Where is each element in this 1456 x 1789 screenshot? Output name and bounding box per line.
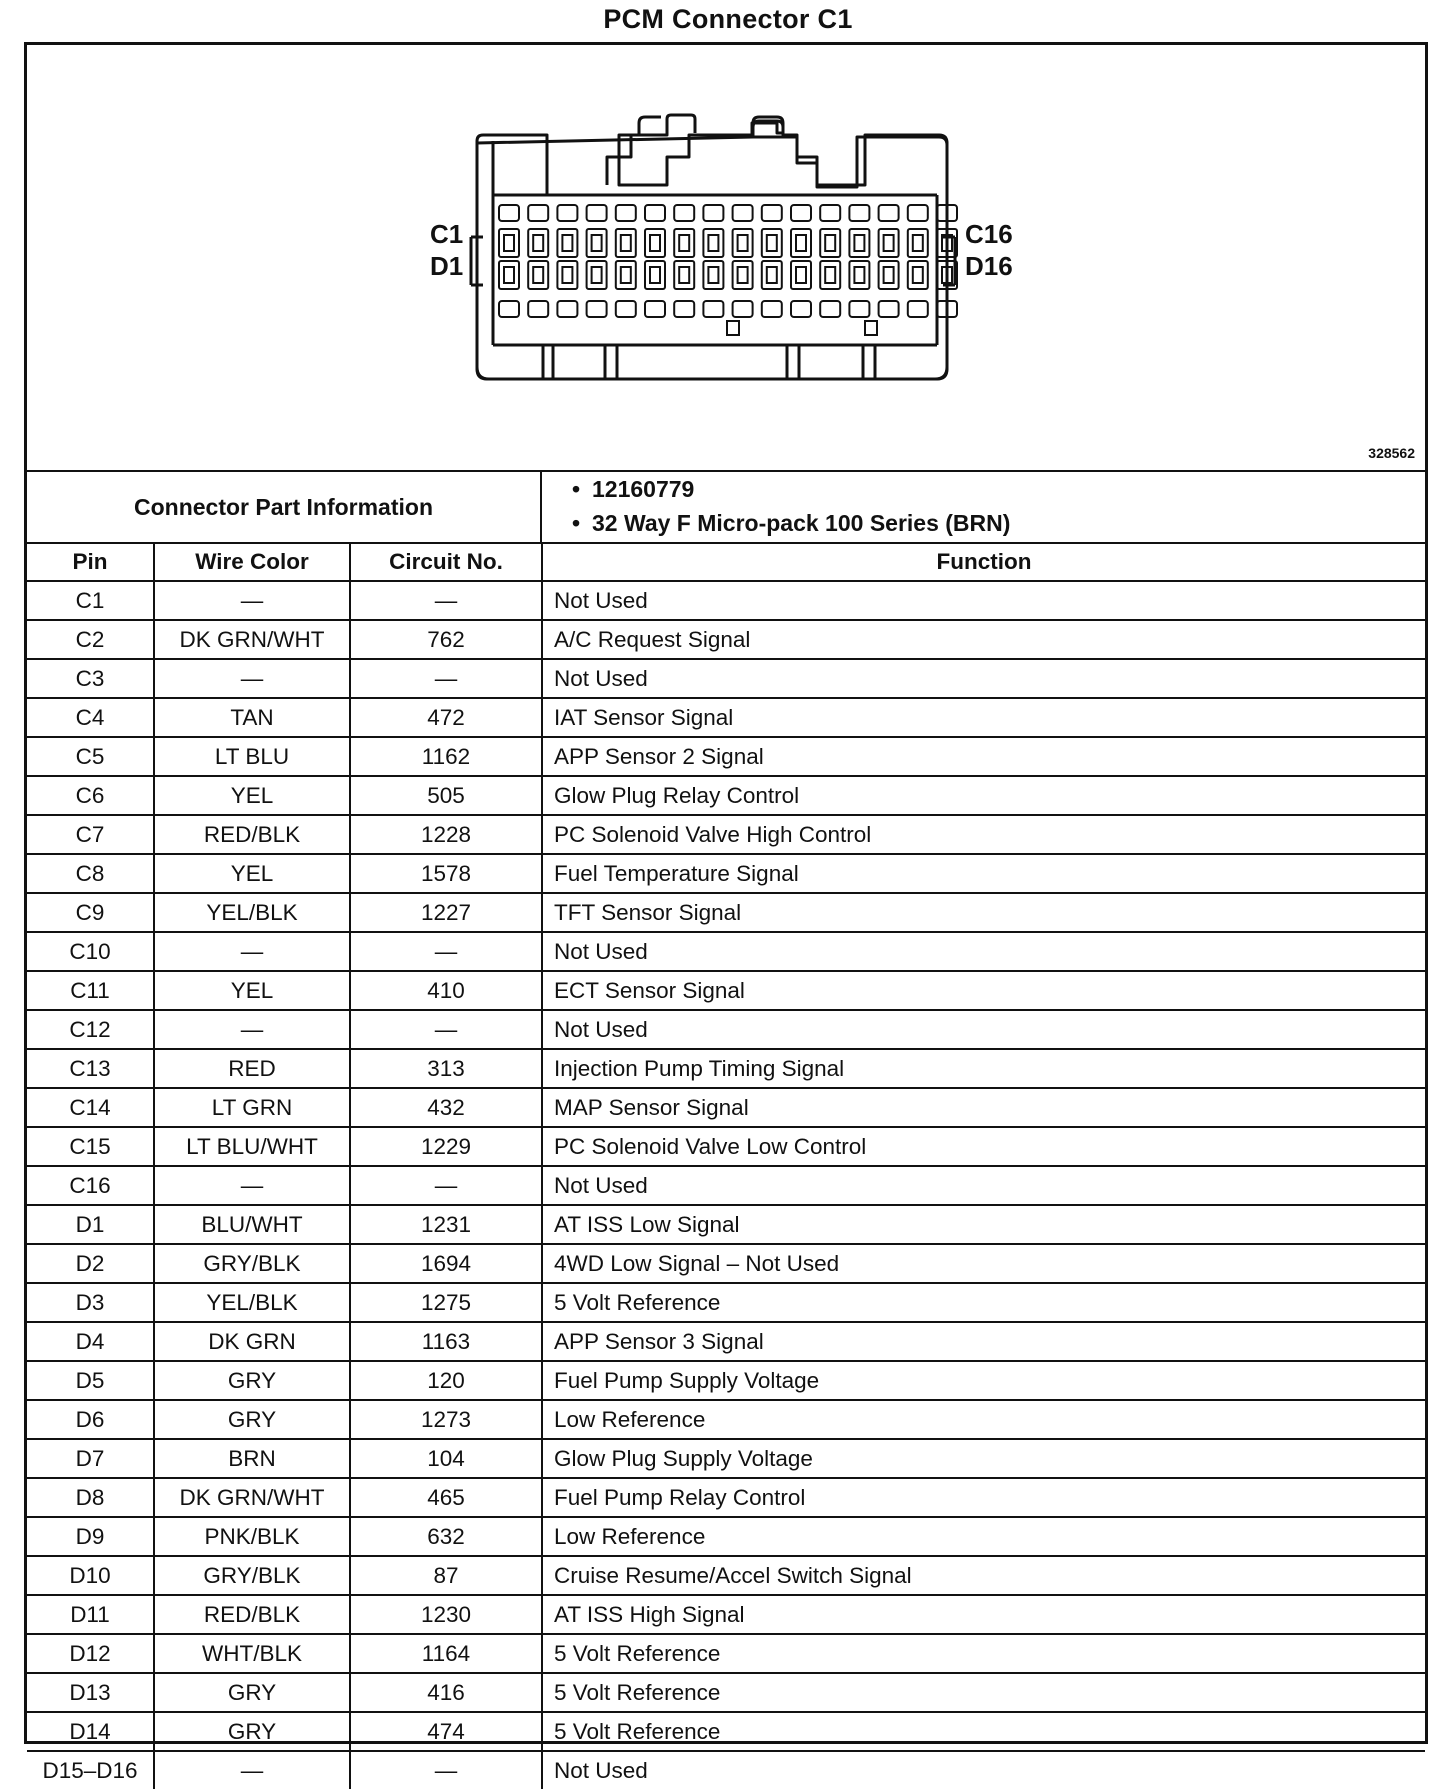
wire-color-cell: GRY/BLK: [154, 1244, 350, 1283]
function-cell: Not Used: [542, 659, 1425, 698]
function-cell: A/C Request Signal: [542, 620, 1425, 659]
circuit-cell: —: [350, 659, 542, 698]
terminal-latch: [762, 205, 782, 221]
connector-diagram: [27, 45, 1425, 472]
page-title: PCM Connector C1: [603, 4, 853, 34]
circuit-cell: 1231: [350, 1205, 542, 1244]
terminal-latch: [674, 301, 694, 317]
function-cell: 5 Volt Reference: [542, 1634, 1425, 1673]
table-row: [27, 1205, 1425, 1244]
wire-color-cell: BLU/WHT: [154, 1205, 350, 1244]
pin-cell: D3: [27, 1283, 154, 1322]
circuit-cell: 120: [350, 1361, 542, 1400]
circuit-cell: 1230: [350, 1595, 542, 1634]
pin-cavity-inner: [854, 235, 864, 251]
pin-cavity: [674, 261, 694, 289]
terminal-latch: [557, 205, 577, 221]
circuit-cell: 432: [350, 1088, 542, 1127]
pin-cavity-inner: [621, 267, 631, 283]
pin-cavity: [791, 261, 811, 289]
function-cell: 5 Volt Reference: [542, 1712, 1425, 1751]
circuit-cell: 505: [350, 776, 542, 815]
figure-id: 328562: [1368, 445, 1415, 461]
pin-cell: C16: [27, 1166, 154, 1205]
circuit-cell: 762: [350, 620, 542, 659]
wire-color-cell: —: [154, 1751, 350, 1789]
circuit-cell: —: [350, 1010, 542, 1049]
circuit-cell: 313: [350, 1049, 542, 1088]
pin-cavity: [499, 229, 519, 257]
pinout-table: [27, 544, 1425, 1789]
table-row: [27, 776, 1425, 815]
circuit-cell: 1227: [350, 893, 542, 932]
circuit-cell: 104: [350, 1439, 542, 1478]
table-row: [27, 1595, 1425, 1634]
wire-color-cell: GRY: [154, 1400, 350, 1439]
terminal-latch: [616, 301, 636, 317]
pin-cell: D9: [27, 1517, 154, 1556]
pin-cavity: [791, 229, 811, 257]
pin-cavity-inner: [738, 267, 748, 283]
pin-cavity-inner: [562, 235, 572, 251]
pin-cavity-inner: [650, 267, 660, 283]
pin-cell: D5: [27, 1361, 154, 1400]
function-cell: Not Used: [542, 1010, 1425, 1049]
pin-cell: C6: [27, 776, 154, 815]
key-notch: [727, 321, 739, 335]
terminal-latch: [616, 205, 636, 221]
pin-cell: D4: [27, 1322, 154, 1361]
pin-cell: C3: [27, 659, 154, 698]
terminal-latch: [849, 205, 869, 221]
circuit-cell: 632: [350, 1517, 542, 1556]
label-d16: D16: [965, 251, 1013, 281]
pin-cell: C13: [27, 1049, 154, 1088]
pin-cavity: [587, 229, 607, 257]
table-row: [27, 1361, 1425, 1400]
table-row: [27, 815, 1425, 854]
pin-cavity: [733, 261, 753, 289]
terminal-latch: [908, 301, 928, 317]
table-row: [27, 1634, 1425, 1673]
pin-cavity-inner: [533, 235, 543, 251]
pin-cavity: [820, 229, 840, 257]
pin-cell: D8: [27, 1478, 154, 1517]
part-description: • 32 Way F Micro-pack 100 Series (BRN): [572, 510, 1011, 536]
pin-cell: C1: [27, 581, 154, 620]
function-cell: Cruise Resume/Accel Switch Signal: [542, 1556, 1425, 1595]
wire-color-cell: LT GRN: [154, 1088, 350, 1127]
terminal-latch: [587, 205, 607, 221]
circuit-cell: 1163: [350, 1322, 542, 1361]
table-row: [27, 932, 1425, 971]
terminal-latch: [791, 205, 811, 221]
function-cell: Not Used: [542, 1751, 1425, 1789]
circuit-cell: 1162: [350, 737, 542, 776]
pin-cell: D10: [27, 1556, 154, 1595]
pin-cavity: [645, 229, 665, 257]
connector-part-info: [27, 472, 1425, 544]
wire-color-cell: —: [154, 1010, 350, 1049]
function-cell: IAT Sensor Signal: [542, 698, 1425, 737]
pin-cavity: [645, 261, 665, 289]
pin-cavity-inner: [679, 267, 689, 283]
circuit-cell: 1273: [350, 1400, 542, 1439]
function-cell: Low Reference: [542, 1400, 1425, 1439]
terminal-latch: [645, 205, 665, 221]
function-cell: Not Used: [542, 932, 1425, 971]
wire-color-cell: GRY: [154, 1712, 350, 1751]
terminal-latch: [499, 205, 519, 221]
wire-color-cell: DK GRN/WHT: [154, 1478, 350, 1517]
pin-cavity: [762, 261, 782, 289]
terminal-latch: [645, 301, 665, 317]
function-cell: 5 Volt Reference: [542, 1673, 1425, 1712]
function-cell: APP Sensor 3 Signal: [542, 1322, 1425, 1361]
pin-cell: C15: [27, 1127, 154, 1166]
pin-cavity-inner: [825, 235, 835, 251]
bullet: •: [572, 476, 581, 502]
table-row: [27, 1088, 1425, 1127]
label-c1: C1: [430, 219, 464, 249]
function-cell: TFT Sensor Signal: [542, 893, 1425, 932]
function-cell: Fuel Pump Relay Control: [542, 1478, 1425, 1517]
pin-cavity-inner: [796, 267, 806, 283]
pin-cell: C11: [27, 971, 154, 1010]
function-cell: Not Used: [542, 1166, 1425, 1205]
function-cell: APP Sensor 2 Signal: [542, 737, 1425, 776]
pin-cell: C4: [27, 698, 154, 737]
circuit-cell: 410: [350, 971, 542, 1010]
circuit-cell: 472: [350, 698, 542, 737]
function-cell: PC Solenoid Valve Low Control: [542, 1127, 1425, 1166]
pin-cavity: [674, 229, 694, 257]
header-wire-color: Wire Color: [154, 544, 350, 581]
bullet: •: [572, 510, 581, 536]
terminal-latch: [557, 301, 577, 317]
pin-cavity: [733, 229, 753, 257]
header-function: Function: [542, 544, 1425, 581]
function-cell: Fuel Pump Supply Voltage: [542, 1361, 1425, 1400]
label-c16: C16: [965, 219, 1013, 249]
wire-color-cell: RED/BLK: [154, 815, 350, 854]
pin-cavity-inner: [650, 235, 660, 251]
wire-color-cell: GRY: [154, 1673, 350, 1712]
pin-cell: C5: [27, 737, 154, 776]
wire-color-cell: PNK/BLK: [154, 1517, 350, 1556]
circuit-cell: 1228: [350, 815, 542, 854]
function-cell: AT ISS High Signal: [542, 1595, 1425, 1634]
pin-cell: C14: [27, 1088, 154, 1127]
wire-color-cell: GRY: [154, 1361, 350, 1400]
terminal-latch: [703, 205, 723, 221]
table-row: [27, 1517, 1425, 1556]
table-row: [27, 698, 1425, 737]
pin-cell: D7: [27, 1439, 154, 1478]
header-pin: Pin: [27, 544, 154, 581]
circuit-cell: 1164: [350, 1634, 542, 1673]
circuit-cell: —: [350, 1166, 542, 1205]
table-row: [27, 854, 1425, 893]
table-row: [27, 1283, 1425, 1322]
wire-color-cell: TAN: [154, 698, 350, 737]
terminal-latch: [820, 301, 840, 317]
table-row: [27, 1166, 1425, 1205]
terminal-latch: [703, 301, 723, 317]
terminal-latch: [879, 301, 899, 317]
circuit-cell: 1275: [350, 1283, 542, 1322]
table-row: [27, 581, 1425, 620]
function-cell: ECT Sensor Signal: [542, 971, 1425, 1010]
wire-color-cell: WHT/BLK: [154, 1634, 350, 1673]
pin-cavity: [499, 261, 519, 289]
pin-cavity: [587, 261, 607, 289]
terminal-latch: [879, 205, 899, 221]
pin-cavity: [849, 261, 869, 289]
pin-cavity: [528, 261, 548, 289]
pin-cell: D15–D16: [27, 1751, 154, 1789]
terminal-latch: [908, 205, 928, 221]
connector-sheet: [24, 42, 1428, 1783]
pin-cavity-inner: [767, 267, 777, 283]
table-row: [27, 1127, 1425, 1166]
table-row: [27, 1010, 1425, 1049]
pin-cavity: [616, 229, 636, 257]
circuit-cell: 1578: [350, 854, 542, 893]
part-info-values: [542, 472, 1425, 542]
table-header-row: [27, 544, 1425, 581]
pin-cell: C7: [27, 815, 154, 854]
circuit-cell: —: [350, 581, 542, 620]
terminal-latch: [733, 301, 753, 317]
pin-cell: C12: [27, 1010, 154, 1049]
circuit-cell: —: [350, 1751, 542, 1789]
label-d1: D1: [430, 251, 464, 281]
function-cell: 4WD Low Signal – Not Used: [542, 1244, 1425, 1283]
terminal-latch: [849, 301, 869, 317]
wire-color-cell: YEL: [154, 971, 350, 1010]
pin-cell: D11: [27, 1595, 154, 1634]
terminal-latch: [528, 205, 548, 221]
pin-cell: C2: [27, 620, 154, 659]
table-row: [27, 971, 1425, 1010]
table-row: [27, 1556, 1425, 1595]
wire-color-cell: GRY/BLK: [154, 1556, 350, 1595]
circuit-cell: 474: [350, 1712, 542, 1751]
terminal-latch: [674, 205, 694, 221]
connector-face-drawing: [27, 45, 1425, 470]
pin-cavity-inner: [504, 235, 514, 251]
table-row: [27, 737, 1425, 776]
function-cell: PC Solenoid Valve High Control: [542, 815, 1425, 854]
wire-color-cell: RED: [154, 1049, 350, 1088]
table-row: [27, 1673, 1425, 1712]
pin-cell: C9: [27, 893, 154, 932]
table-row: [27, 893, 1425, 932]
wire-color-cell: BRN: [154, 1439, 350, 1478]
header-circuit-no: Circuit No.: [350, 544, 542, 581]
wire-color-cell: YEL/BLK: [154, 893, 350, 932]
terminal-latch: [791, 301, 811, 317]
terminal-latch: [733, 205, 753, 221]
wire-color-cell: —: [154, 932, 350, 971]
function-cell: 5 Volt Reference: [542, 1283, 1425, 1322]
table-row: [27, 1478, 1425, 1517]
function-cell: Glow Plug Supply Voltage: [542, 1439, 1425, 1478]
part-info-label: Connector Part Information: [27, 472, 542, 542]
terminal-latch: [528, 301, 548, 317]
pin-cavity-inner: [913, 267, 923, 283]
pin-cavity-inner: [796, 235, 806, 251]
pin-cell: D6: [27, 1400, 154, 1439]
pin-cell: D13: [27, 1673, 154, 1712]
table-row: [27, 620, 1425, 659]
circuit-cell: 465: [350, 1478, 542, 1517]
wire-color-cell: —: [154, 1166, 350, 1205]
function-cell: Not Used: [542, 581, 1425, 620]
pin-cavity-inner: [825, 267, 835, 283]
wire-color-cell: RED/BLK: [154, 1595, 350, 1634]
pin-cavity: [762, 229, 782, 257]
pin-cell: C10: [27, 932, 154, 971]
table-row: [27, 1751, 1425, 1789]
pin-cell: D2: [27, 1244, 154, 1283]
pin-cavity: [908, 229, 928, 257]
circuit-cell: 1229: [350, 1127, 542, 1166]
pin-cavity-inner: [592, 267, 602, 283]
pin-cavity-inner: [621, 235, 631, 251]
circuit-cell: 416: [350, 1673, 542, 1712]
function-cell: AT ISS Low Signal: [542, 1205, 1425, 1244]
wire-color-cell: YEL: [154, 776, 350, 815]
table-row: [27, 1244, 1425, 1283]
pin-cavity: [528, 229, 548, 257]
pin-cavity: [908, 261, 928, 289]
pin-cavity-inner: [854, 267, 864, 283]
pin-cavity: [557, 261, 577, 289]
pin-cavity-inner: [592, 235, 602, 251]
function-cell: Low Reference: [542, 1517, 1425, 1556]
pin-cavity-inner: [679, 235, 689, 251]
wire-color-cell: YEL/BLK: [154, 1283, 350, 1322]
wire-color-cell: DK GRN: [154, 1322, 350, 1361]
terminal-latch: [762, 301, 782, 317]
pin-cavity: [820, 261, 840, 289]
table-row: [27, 1712, 1425, 1751]
circuit-cell: 87: [350, 1556, 542, 1595]
terminal-latch: [587, 301, 607, 317]
wire-color-cell: —: [154, 581, 350, 620]
circuit-cell: 1694: [350, 1244, 542, 1283]
pin-cavity-inner: [708, 235, 718, 251]
wire-color-cell: DK GRN/WHT: [154, 620, 350, 659]
terminal-latch: [820, 205, 840, 221]
pin-cell: D14: [27, 1712, 154, 1751]
pin-cavity: [557, 229, 577, 257]
wire-color-cell: LT BLU/WHT: [154, 1127, 350, 1166]
function-cell: Injection Pump Timing Signal: [542, 1049, 1425, 1088]
pin-cavity: [879, 229, 899, 257]
pin-cell: C8: [27, 854, 154, 893]
pin-cavity: [616, 261, 636, 289]
pin-cavity: [703, 229, 723, 257]
table-row: [27, 1322, 1425, 1361]
table-row: [27, 1049, 1425, 1088]
pin-cavity: [703, 261, 723, 289]
pin-cavity-inner: [884, 267, 894, 283]
pin-cavity-inner: [913, 235, 923, 251]
pin-cavity-inner: [533, 267, 543, 283]
pin-cell: D12: [27, 1634, 154, 1673]
table-row: [27, 659, 1425, 698]
pin-cavity-inner: [738, 235, 748, 251]
table-row: [27, 1400, 1425, 1439]
part-number: • 12160779: [572, 476, 695, 502]
function-cell: Glow Plug Relay Control: [542, 776, 1425, 815]
pin-cavity-inner: [562, 267, 572, 283]
wire-color-cell: —: [154, 659, 350, 698]
table-row: [27, 1439, 1425, 1478]
circuit-cell: —: [350, 932, 542, 971]
pin-cavity-inner: [708, 267, 718, 283]
pin-cavity: [879, 261, 899, 289]
pin-cell: D1: [27, 1205, 154, 1244]
function-cell: Fuel Temperature Signal: [542, 854, 1425, 893]
wire-color-cell: YEL: [154, 854, 350, 893]
pin-cavity: [849, 229, 869, 257]
terminal-latch: [499, 301, 519, 317]
pin-cavity-inner: [884, 235, 894, 251]
key-notch: [865, 321, 877, 335]
pin-cavity-inner: [504, 267, 514, 283]
function-cell: MAP Sensor Signal: [542, 1088, 1425, 1127]
pin-cavity-inner: [767, 235, 777, 251]
wire-color-cell: LT BLU: [154, 737, 350, 776]
